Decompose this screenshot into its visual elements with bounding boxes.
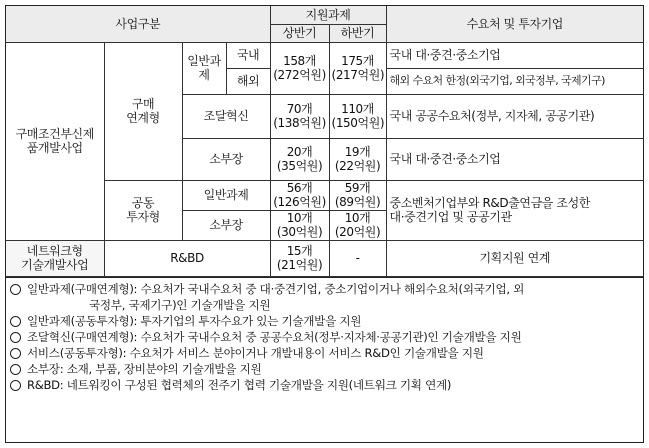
program2-type: R&BD — [104, 240, 270, 276]
overseas-label: 해외 — [226, 68, 270, 94]
procurement-h1-count: 70개 — [286, 102, 313, 116]
parts-first-half — [270, 138, 329, 180]
note-item — [10, 313, 639, 329]
procurement-second-half — [329, 94, 386, 138]
domestic-h2-count: 175개 — [341, 54, 374, 68]
note-text: 조달혁신(구매연계형): 수요처가 국내수요처 중 공공수요처(정부·지자체·공공기관)인 기술개발을 지원 — [27, 329, 522, 344]
domestic-h2-amount: (217억원) — [331, 68, 385, 82]
joint-general-label: 일반과제 — [182, 180, 270, 210]
joint-parts-h2-amount: (20억원) — [334, 225, 381, 239]
joint-parts-first-half — [270, 210, 329, 240]
joint-general-h2-count: 59개 — [344, 181, 371, 195]
note-item — [10, 377, 639, 393]
header-demand-investor: 수요처 및 투자기업 — [386, 6, 643, 42]
support-table — [6, 6, 643, 277]
note-item — [10, 361, 639, 377]
program1-name — [6, 42, 104, 240]
document-page — [5, 5, 644, 443]
joint-parts-h2-count: 10개 — [344, 211, 371, 225]
parts-h1-amount: (35억원) — [276, 159, 323, 173]
note-item — [10, 345, 639, 361]
group-joint-investment — [104, 180, 182, 240]
note-text: 소부장: 소재, 부품, 장비분야의 기술개발을 지원 — [27, 361, 262, 376]
joint-general-h1-count: 56개 — [286, 181, 313, 195]
joint-general-h2-amount: (89억원) — [334, 195, 381, 209]
joint-parts-label: 소부장 — [182, 210, 270, 240]
joint-demand-line1: 중소벤처기업부와 R&D출연금을 조성한 — [389, 196, 590, 210]
header-first-half: 상반기 — [270, 24, 329, 42]
note-text: 국정부, 국제기구)인 기술개발을 지원 — [89, 297, 271, 312]
joint-demand-line2: 대·중견기업 및 공공기관 — [389, 210, 512, 224]
circle-bullet-icon — [10, 348, 21, 359]
group-joint-line2: 투자형 — [126, 210, 160, 224]
note-item-continued — [10, 297, 639, 313]
domestic-h1-count: 158개 — [283, 54, 316, 68]
domestic-h1-amount: (272억원) — [273, 68, 326, 82]
joint-parts-second-half — [329, 210, 386, 240]
circle-bullet-icon — [10, 380, 21, 391]
program1-name-line2: 품개발사업 — [26, 141, 83, 155]
program2-name — [6, 240, 104, 276]
domestic-first-half — [270, 42, 329, 94]
program2-first-half — [270, 240, 329, 276]
procurement-h2-amount: (150억원) — [331, 116, 385, 130]
note-text: 서비스(공동투자형): 수요처가 서비스 분야이거나 개발내용이 서비스 R&D인 기술개발을 지원 — [27, 345, 484, 360]
circle-bullet-icon — [10, 284, 21, 295]
procurement-label: 조달혁신 — [182, 94, 270, 138]
procurement-demand: 국내 공공수요처(정부, 지자체, 공공기관) — [386, 94, 643, 138]
group-purchase-linked — [104, 42, 182, 180]
note-text: 일반과제(구매연계형): 수요처가 국내수요처 중 대·중견기업, 중소기업이거나 해외수요처(외국기업, 외 — [27, 281, 525, 296]
circle-bullet-icon — [10, 332, 21, 343]
group-purchase-line2: 연계형 — [126, 111, 160, 125]
parts-h2-count: 19개 — [344, 145, 371, 159]
group-joint-line1: 공동 — [131, 196, 155, 210]
program2-name-line1: 네트워크형 — [26, 244, 83, 258]
header-second-half: 하반기 — [329, 24, 386, 42]
domestic-second-half — [329, 42, 386, 94]
domestic-demand: 국내 대·중견·중소기업 — [386, 42, 643, 68]
joint-demand — [386, 180, 643, 240]
notes-section — [6, 277, 643, 393]
procurement-h2-count: 110개 — [341, 102, 374, 116]
joint-parts-h1-amount: (30억원) — [276, 225, 323, 239]
general-task-label — [182, 42, 226, 94]
joint-parts-h1-count: 10개 — [286, 211, 313, 225]
parts-second-half — [329, 138, 386, 180]
general-task-line1: 일반과 — [187, 54, 221, 68]
program2-h1-count: 15개 — [286, 244, 313, 258]
joint-general-second-half — [329, 180, 386, 210]
program1-name-line1: 구매조건부신제 — [15, 127, 94, 141]
domestic-label: 국내 — [226, 42, 270, 68]
program2-name-line2: 기술개발사업 — [21, 258, 89, 272]
note-item — [10, 281, 639, 297]
note-text: 일반과제(공동투자형): 투자기업의 투자수요가 있는 기술개발을 지원 — [27, 313, 362, 328]
general-task-line2: 제 — [198, 68, 210, 82]
program2-demand: 기획지원 연계 — [386, 240, 643, 276]
parts-h1-count: 20개 — [286, 145, 313, 159]
procurement-first-half — [270, 94, 329, 138]
note-item — [10, 329, 639, 345]
note-text: R&BD: 네트워킹이 구성된 협력체의 전주기 협력 기술개발을 지원(네트워크 기획 연계) — [27, 377, 452, 392]
parts-demand: 국내 대·중견·중소기업 — [386, 138, 643, 180]
program2-h1-amount: (21억원) — [276, 258, 323, 272]
circle-bullet-icon — [10, 364, 21, 375]
joint-general-h1-amount: (126억원) — [273, 195, 326, 209]
procurement-h1-amount: (138억원) — [273, 116, 326, 130]
header-business-category: 사업구분 — [6, 6, 270, 42]
group-purchase-line1: 구매 — [131, 97, 155, 111]
program2-second-half: - — [329, 240, 386, 276]
parts-label: 소부장 — [182, 138, 270, 180]
parts-h2-amount: (22억원) — [334, 159, 381, 173]
overseas-demand: 해외 수요처 한정(외국기업, 외국정부, 국제기구) — [386, 68, 643, 94]
circle-bullet-icon — [10, 316, 21, 327]
header-support-tasks: 지원과제 — [270, 6, 386, 24]
joint-general-first-half — [270, 180, 329, 210]
